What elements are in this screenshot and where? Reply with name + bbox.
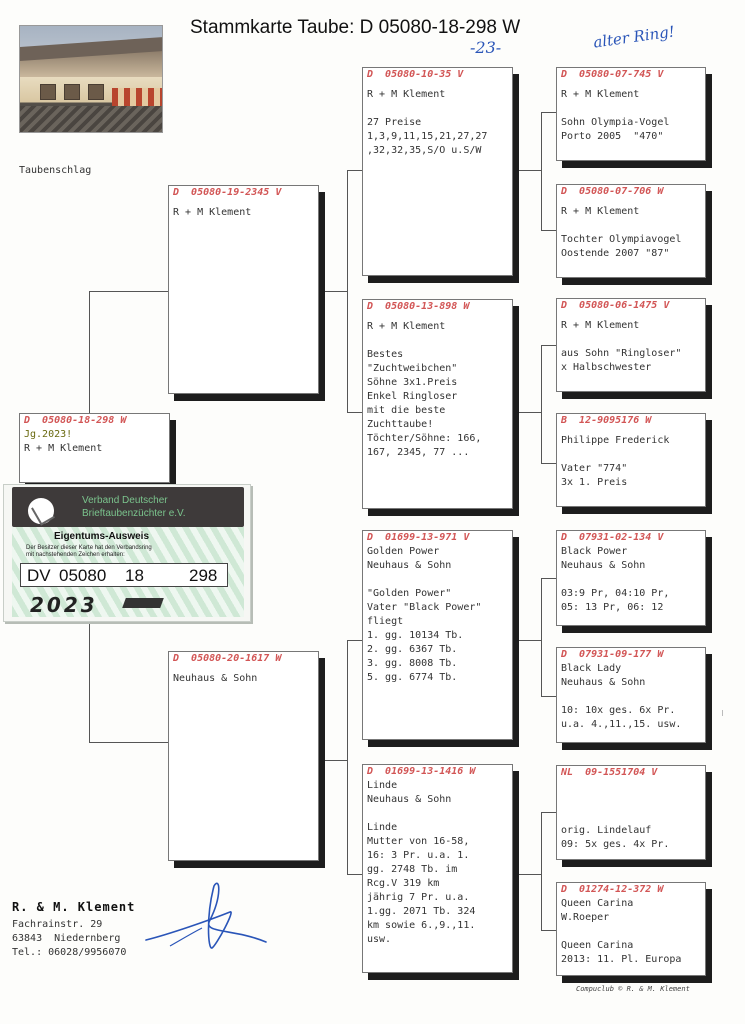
connector (541, 112, 556, 113)
breeder-name: Neuhaus & Sohn (173, 673, 258, 684)
great-grandparent-card (556, 298, 706, 392)
handwritten-year: 2023 (30, 593, 98, 617)
connector (347, 640, 348, 874)
info-line: 05: 13 Pr, 06: 12 (561, 602, 664, 613)
loft-photo (19, 25, 163, 133)
info-line: km sowie 6.,9.,11. (367, 920, 476, 931)
info-line: 03:9 Pr, 04:10 Pr, (561, 588, 670, 599)
owner-name: R. & M. Klement (12, 900, 136, 914)
ring-number: D 05080-19-2345 V (173, 187, 282, 198)
footer-credit: Compuclub © R. & M. Klement (576, 985, 690, 993)
info-line: Bestes (367, 349, 404, 360)
connector (89, 742, 169, 743)
breeder-name: Neuhaus & Sohn (561, 677, 646, 688)
ownership-card-title: Eigentums-Ausweis (54, 531, 150, 542)
ink-smudge (122, 598, 164, 608)
connector (541, 812, 542, 930)
info-line: Töchter/Söhne: 166, (367, 433, 482, 444)
connector (347, 170, 348, 412)
ring-country: DV (27, 566, 51, 585)
grandparent-card (362, 67, 513, 276)
pigeon-logo-icon (26, 496, 56, 526)
breeder-name: Neuhaus & Sohn (367, 794, 452, 805)
ring-number: D 05080-13-898 W (367, 301, 470, 312)
info-line: Enkel Ringloser (367, 391, 458, 402)
ring-number: D 05080-06-1475 V (561, 300, 670, 311)
info-line: 10: 10x ges. 6x Pr. (561, 705, 676, 716)
connector (541, 463, 556, 464)
connector (541, 696, 556, 697)
info-line: fliegt (367, 616, 404, 627)
info-line: 16: 3 Pr. u.a. 1. (367, 850, 470, 861)
connector (89, 291, 90, 416)
page-title: Stammkarte Taube: D 05080-18-298 W (190, 17, 521, 38)
info-line: 1,3,9,11,15,21,27,27 (367, 131, 488, 142)
signature-icon (140, 876, 270, 956)
info-line: 09: 5x ges. 4x Pr. (561, 839, 670, 850)
breeder-name: R + M Klement (173, 207, 252, 218)
info-line: 3x 1. Preis (561, 477, 628, 488)
ownership-card (3, 484, 251, 622)
birth-year-note: Jg.2023! (24, 429, 73, 440)
ring-number: D 05080-07-745 V (561, 69, 664, 80)
connector (513, 170, 541, 171)
pigeon-name: Queen Carina (561, 898, 634, 909)
connector (541, 345, 556, 346)
breeder-name: Philippe Frederick (561, 435, 670, 446)
connector (347, 874, 362, 875)
info-line: 3. gg. 8008 Tb. (367, 658, 458, 669)
great-grandparent-card (556, 413, 706, 507)
ring-code-box (20, 563, 228, 587)
info-line: jährig 7 Pr. u.a. (367, 892, 470, 903)
info-line: "Golden Power" (367, 588, 452, 599)
breeder-name: Neuhaus & Sohn (367, 560, 452, 571)
breeder-name: R + M Klement (561, 206, 640, 217)
grandparent-card (362, 299, 513, 509)
connector (541, 930, 556, 931)
owner-street: Fachrainstr. 29 (12, 919, 103, 930)
info-line: usw. (367, 934, 392, 945)
info-line: Vater "774" (561, 463, 628, 474)
connector (513, 640, 541, 641)
info-line: 1. gg. 10134 Tb. (367, 630, 464, 641)
ring-club: 05080 (59, 566, 107, 585)
info-line: 1.gg. 2071 Tb. 324 (367, 906, 476, 917)
owner-phone: Tel.: 06028/9956070 (12, 947, 127, 958)
breeder-name: R + M Klement (561, 89, 640, 100)
breeder-name: W.Roeper (561, 912, 610, 923)
owner-address (12, 900, 135, 960)
great-grandparent-card (556, 647, 706, 743)
subject-card (19, 413, 170, 483)
connector (89, 291, 169, 292)
ring-number: D 07931-09-177 W (561, 649, 664, 660)
connector (347, 412, 362, 413)
info-line: "Zuchtweibchen" (367, 363, 458, 374)
info-line: Sohn Olympia-Vogel (561, 117, 670, 128)
sire-card (168, 185, 319, 394)
ring-number: 298 (189, 566, 218, 585)
connector (541, 112, 542, 230)
info-line: Vater "Black Power" (367, 602, 482, 613)
great-grandparent-card (556, 67, 706, 161)
connector (89, 618, 90, 743)
info-line: Mutter von 16-58, (367, 836, 470, 847)
connector (541, 345, 542, 463)
breeder-name: R + M Klement (367, 89, 446, 100)
info-line: Porto 2005 "470" (561, 131, 664, 142)
info-line: 2. gg. 6367 Tb. (367, 644, 458, 655)
owner-city: 63843 Niedernberg (12, 933, 121, 944)
pigeon-name: Golden Power (367, 546, 440, 557)
info-line: Queen Carina (561, 940, 634, 951)
ring-number: D 01699-13-1416 W (367, 766, 476, 777)
info-line: 27 Preise (367, 117, 422, 128)
connector (541, 230, 556, 231)
ring-year: 18 (125, 566, 144, 585)
info-line: 2013: 11. Pl. Europa (561, 954, 682, 965)
connector (513, 412, 541, 413)
association-name: Verband Deutscher Brieftaubenzüchter e.V. (82, 495, 186, 519)
great-grandparent-card (556, 882, 706, 976)
ownership-card-subtitle: Der Besitzer dieser Karte hat den Verbandsring mit nachstehenden Zeichen erhalten: (26, 545, 152, 558)
ring-number: D 05080-10-35 V (367, 69, 464, 80)
ring-number: D 01699-13-971 V (367, 532, 470, 543)
ring-number: D 05080-18-298 W (24, 415, 127, 426)
connector (541, 578, 542, 696)
info-line: gg. 2748 Tb. im (367, 864, 458, 875)
info-line: Linde (367, 822, 398, 833)
breeder-name: R + M Klement (561, 320, 640, 331)
breeder-name: R + M Klement (367, 321, 446, 332)
info-line: Oostende 2007 "87" (561, 248, 670, 259)
photo-label: Taubenschlag (19, 165, 92, 176)
breeder-name: R + M Klement (24, 443, 103, 454)
info-line: mit die beste (367, 405, 446, 416)
ring-number: D 07931-02-134 V (561, 532, 664, 543)
dam-card (168, 651, 319, 861)
ownership-card-header (12, 487, 244, 527)
breeder-name: Neuhaus & Sohn (561, 560, 646, 571)
great-grandparent-card (556, 765, 706, 860)
connector (347, 170, 362, 171)
info-line: orig. Lindelauf (561, 825, 652, 836)
connector (347, 640, 362, 641)
scan-artifact (722, 710, 726, 716)
info-line: Söhne 3x1.Preis (367, 377, 458, 388)
ring-number: D 05080-20-1617 W (173, 653, 282, 664)
handwritten-number: -23- (470, 38, 502, 57)
connector (319, 760, 347, 761)
ring-number: NL 09-1551704 V (561, 767, 658, 778)
info-line: 5. gg. 6774 Tb. (367, 672, 458, 683)
handwritten-note: alter Ring! (592, 22, 676, 52)
pigeon-name: Linde (367, 780, 398, 791)
connector (541, 578, 556, 579)
connector (541, 812, 556, 813)
ring-number: B 12-9095176 W (561, 415, 652, 426)
info-line: 167, 2345, 77 ... (367, 447, 470, 458)
info-line: Tochter Olympiavogel (561, 234, 682, 245)
ring-number: D 01274-12-372 W (561, 884, 664, 895)
info-line: u.a. 4.,11.,15. usw. (561, 719, 682, 730)
info-line: aus Sohn "Ringloser" (561, 348, 682, 359)
info-line: ,32,32,35,S/O u.S/W (367, 145, 482, 156)
great-grandparent-card (556, 184, 706, 278)
grandparent-card (362, 764, 513, 973)
info-line: Zuchttaube! (367, 419, 434, 430)
info-line: x Halbschwester (561, 362, 652, 373)
pigeon-name: Black Lady (561, 663, 622, 674)
ring-number: D 05080-07-706 W (561, 186, 664, 197)
connector (319, 291, 347, 292)
great-grandparent-card (556, 530, 706, 626)
info-line: Rcg.V 319 km (367, 878, 440, 889)
grandparent-card (362, 530, 513, 740)
connector (513, 874, 541, 875)
pigeon-name: Black Power (561, 546, 628, 557)
